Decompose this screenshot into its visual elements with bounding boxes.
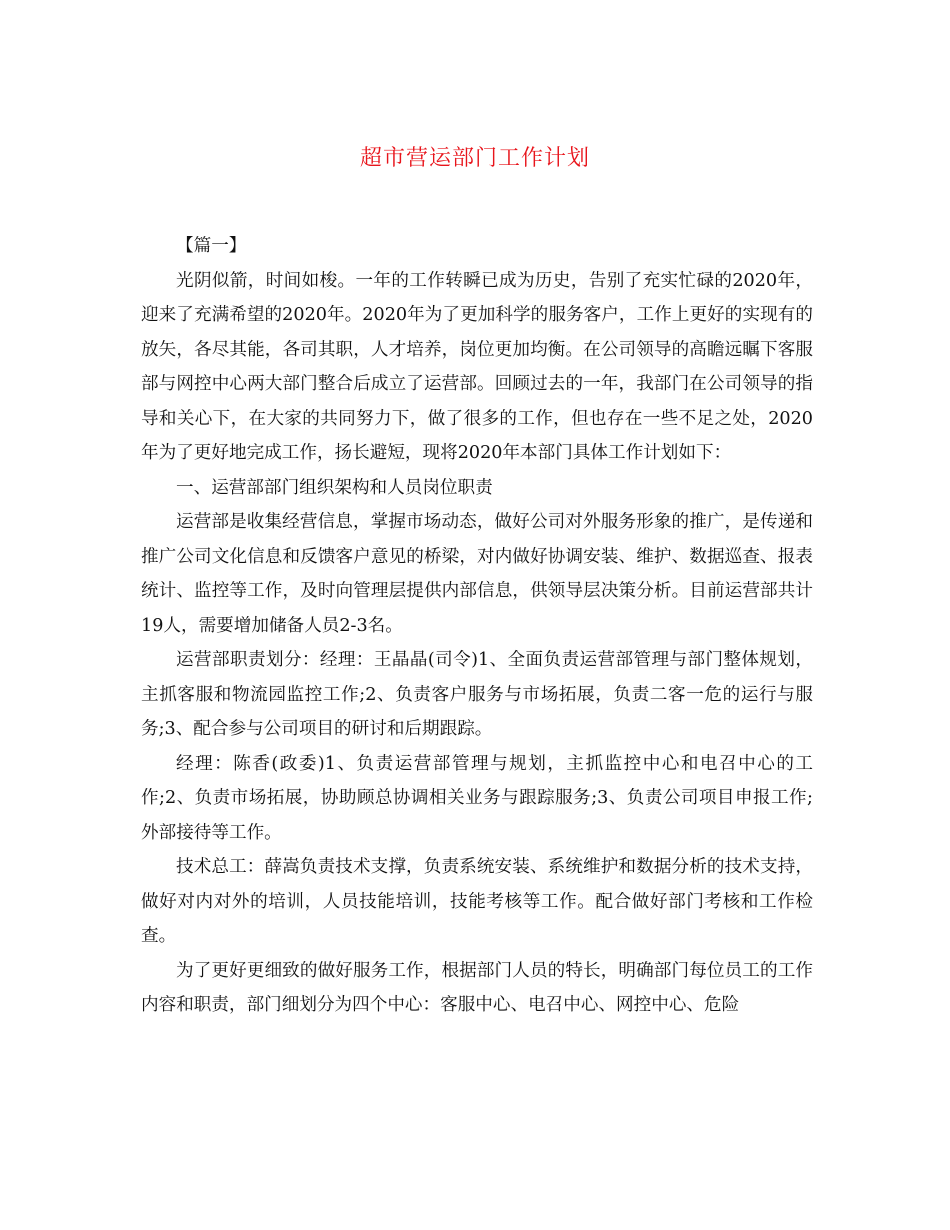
paragraph: 为了更好更细致的做好服务工作，根据部门人员的特长，明确部门每位员工的工作内容和职责，部门细划分为四个中心：客服中心、电召中心、网控中心、危险 [141,960,813,1015]
paragraph: 光阴似箭，时间如梭。一年的工作转瞬已成为历史，告别了充实忙碌的2020年，迎来了充满希望的2020年。2020年为了更加科学的服务客户，工作上更好的实现有的放矢，各尽其能，各司其职，人才培养，岗位更加均衡。在公司领导的高瞻远瞩下客服部与网控中心两大部门整合后成立了运营部。回顾过去的一年，我部门在公司领导的指导和关心下，在大家的共同努力下，做了很多的工作，但也存在一些不足之处，2020年为了更好地完成工作，扬长避短，现将2020年本部门具体工作计划如下： [141,270,813,463]
document-body [141,229,813,1023]
subsection-heading: 一、运营部部门组织架构和人员岗位职责 [176,477,493,498]
paragraph: 经理：陈香(政委)1、负责运营部管理与规划，主抓监控中心和电召中心的工作;2、负责市场拓展，协助顾总协调相关业务与跟踪服务;3、负责公司项目申报工作;外部接待等工作。 [141,753,813,843]
paragraph: 运营部职责划分：经理：王晶晶(司令)1、全面负责运营部管理与部门整体规划，主抓客服和物流园监控工作;2、负责客户服务与市场拓展，负责二客一危的运行与服务;3、配合参与公司项目的研讨和后期跟踪。 [141,650,813,739]
document-title: 超市营运部门工作计划 [359,146,590,171]
section-heading: 【篇一】 [176,236,247,256]
paragraph: 技术总工：薛嵩负责技术支撑，负责系统安装、系统维护和数据分析的技术支持，做好对内对外的培训，人员技能培训，技能考核等工作。配合做好部门考核和工作检查。 [141,857,813,946]
paragraph: 运营部是收集经营信息，掌握市场动态，做好公司对外服务形象的推广，是传递和推广公司文化信息和反馈客户意见的桥梁，对内做好协调安装、维护、数据巡查、报表统计、监控等工作，及时向管理层提供内部信息，供领导层决策分析。目前运营部共计19人，需要增加储备人员2-3名。 [141,512,813,636]
